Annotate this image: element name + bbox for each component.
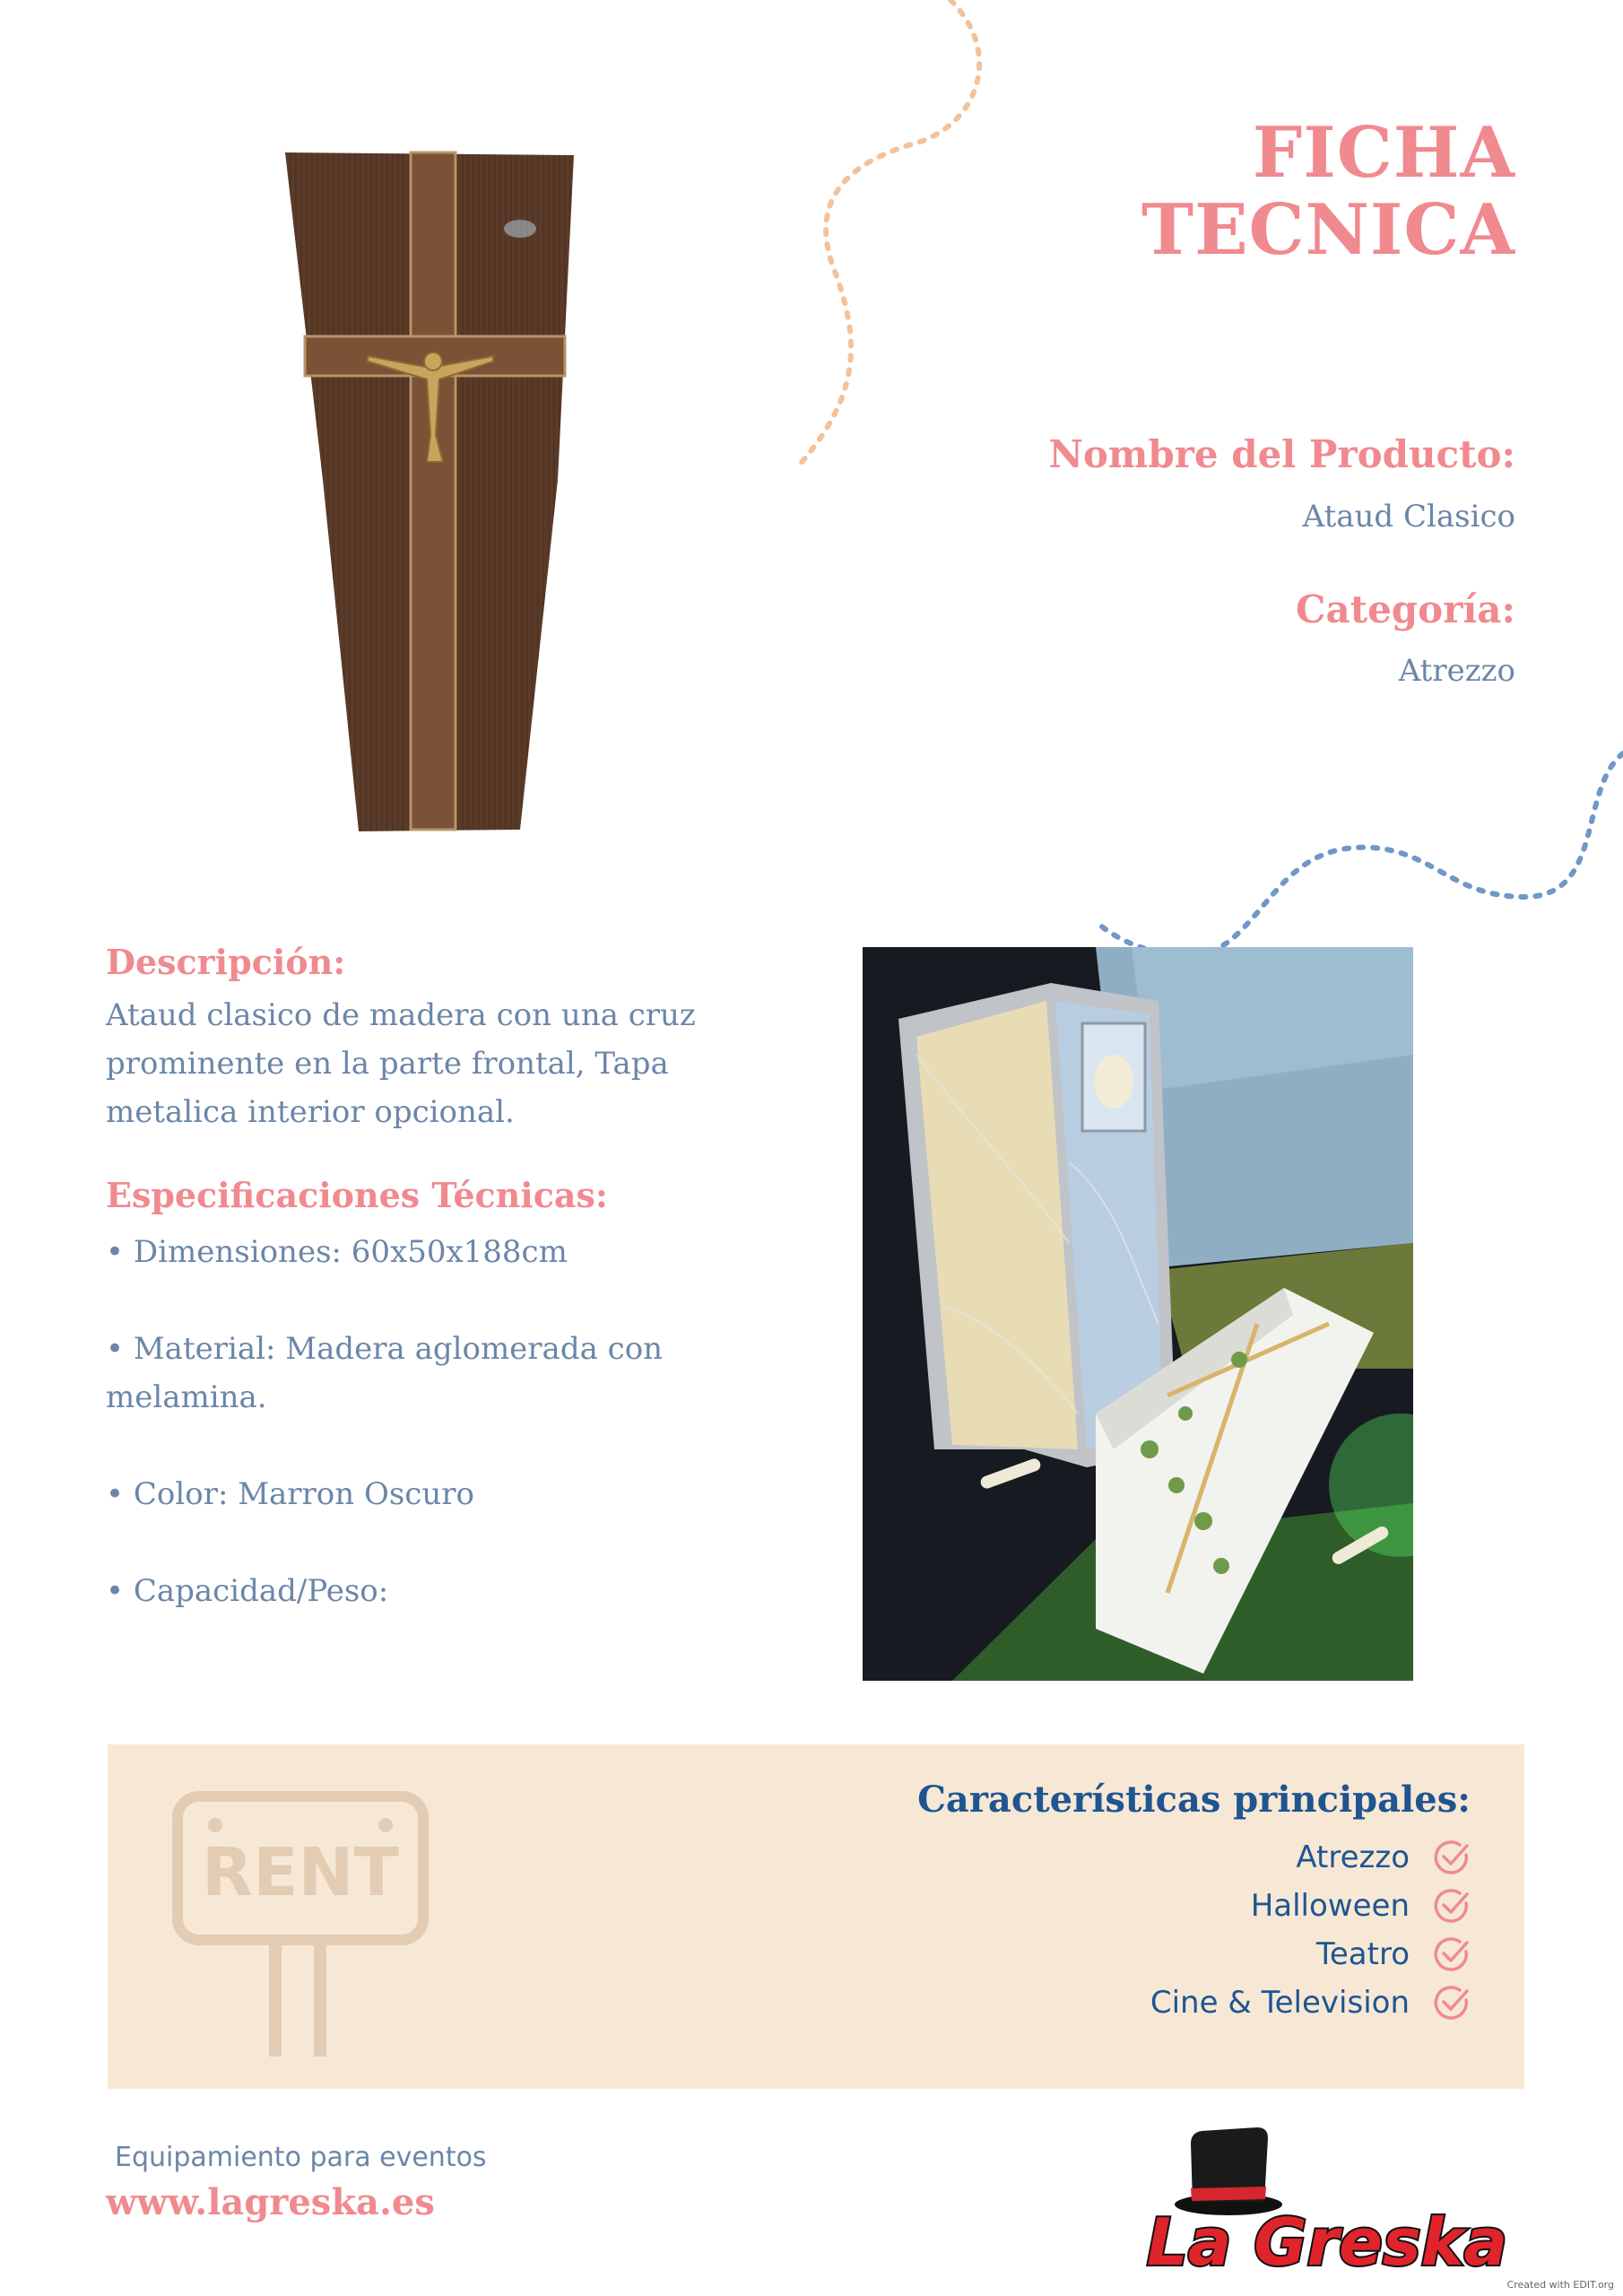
description-text: Ataud clasico de madera con una cruz prominente en la parte frontal, Tapa metalica interior opcional. — [106, 997, 696, 1130]
spec-color: • Color: Marron Oscuro — [106, 1476, 474, 1512]
feature-label: Cine & Television — [1150, 1985, 1410, 2021]
page-title — [1141, 112, 1515, 271]
logo-text: La Greska — [1146, 2205, 1508, 2278]
coffin-image — [269, 148, 592, 839]
feature-label: Atrezzo — [1296, 1839, 1410, 1875]
feature-item — [917, 1979, 1471, 2027]
specs-label: Especificaciones Técnicas: — [106, 1175, 608, 1215]
spec-capacity: • Capacidad/Peso: — [106, 1573, 389, 1609]
product-name-section — [1049, 432, 1515, 476]
la-greska-logo — [1139, 2117, 1515, 2278]
features-box — [108, 1744, 1524, 2089]
credit-text: Created with EDIT.org — [1506, 2279, 1614, 2291]
product-photo — [863, 947, 1413, 1681]
footer-url-link[interactable]: www.lagreska.es — [106, 2181, 435, 2223]
product-name-label: Nombre del Producto: — [1048, 432, 1515, 476]
title-line-1: FICHA — [1252, 112, 1515, 194]
feature-label: Halloween — [1250, 1888, 1410, 1924]
check-circle-icon — [1433, 1984, 1471, 2022]
features-title: Características principales: — [917, 1779, 1471, 1821]
rent-sign-text: RENT — [202, 1834, 399, 1911]
feature-item — [917, 1930, 1471, 1979]
check-circle-icon — [1433, 1839, 1471, 1876]
feature-item — [917, 1882, 1471, 1930]
footer-subtitle: Equipamiento para eventos — [115, 2142, 487, 2173]
description-section — [106, 942, 751, 1136]
specs-section — [106, 1175, 751, 1615]
features-list — [917, 1779, 1471, 2027]
spec-material: • Material: Madera aglomerada con melamina. — [106, 1331, 664, 1415]
check-circle-icon — [1433, 1887, 1471, 1925]
category-label: Categoría: — [1296, 587, 1515, 631]
check-circle-icon — [1433, 1935, 1471, 1973]
title-line-2: TECNICA — [1141, 189, 1515, 271]
description-label: Descripción: — [106, 942, 346, 982]
feature-item — [917, 1833, 1471, 1882]
spec-dimensions: • Dimensiones: 60x50x188cm — [106, 1234, 568, 1270]
feature-label: Teatro — [1315, 1936, 1410, 1972]
product-name-value: Ataud Clasico — [1302, 499, 1515, 535]
rent-sign-icon — [170, 1789, 439, 2058]
top-hat-icon — [1175, 2127, 1282, 2215]
category-value: Atrezzo — [1398, 653, 1515, 689]
